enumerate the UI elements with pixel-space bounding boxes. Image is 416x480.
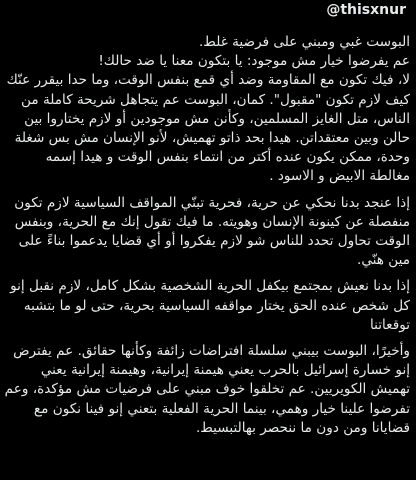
post-paragraph: عم يفرضوا خيار مش موجود: يا بتكون معنا يا ضد حالك! — [98, 53, 410, 70]
post-paragraph: وأخيرًا، البوست بيبني سلسلة افتراضات زائفة وكأنها حقائق. عم يفترض إنو خسارة إسرائيل بالحرب يعني هيمنة إيرانية، وهيمنة إيرانية يعني تهميش الكويريين. عم تخلقوا خوف مبني على فرضيات مش مؤكدة، وعم تفرضوا علينا خيار وهمي، بينما الحرية الفعلية بتعني إنو فينا نكون مع قضايانا ومن دون ما ننحصر بهالتبسيط. — [4, 343, 410, 436]
post-paragraph: إذا عنجد بدنا نحكي عن حرية، فحرية تبنّي المواقف السياسية لازم تكون منفصلة عن كينونة الإنسان وهويته. ما فيك تقول إنك مع الحرية، وبنفس الوقت تحاول تحدد للناس شو لازم يفكروا أو أي قضايا يدعموا بناءً على مين هنّي. — [14, 194, 410, 269]
post-paragraph: لا، فيك تكون مع المقاومة وضد أي قمع بنفس الوقت، وما حدا بيقرر عنّك كيف لازم تكون "مقبول". كمان، البوست عم يتجاهل شريحة كاملة من الناس، متل الغايز المسلمين، وكأنن مش موجودين أو لازم يختاروا بين حالن وبين معتقداتن. هيدا بحد ذاتو تهميش، لأنو الإنسان مش بس شغلة وحدة، ممكن يكون عنده أكتر من انتماء بنفس الوقت و هيدا إسمه مغالطة الابيض و الاسود . — [6, 72, 410, 185]
post-paragraph: البوست غبي ومبني على فرضية غلط. — [198, 34, 410, 50]
username-handle[interactable]: @thisxnur — [326, 2, 406, 18]
post-paragraph: إذا بدنا نعيش بمجتمع بيكفل الحرية الشخصية بشكل كامل، لازم نقبل إنو كل شخص عنده الحق يختار مواقفه السياسية بحرية، حتى لو ما بتشبه توقعاتنا — [10, 278, 410, 333]
post-text — [4, 33, 410, 438]
